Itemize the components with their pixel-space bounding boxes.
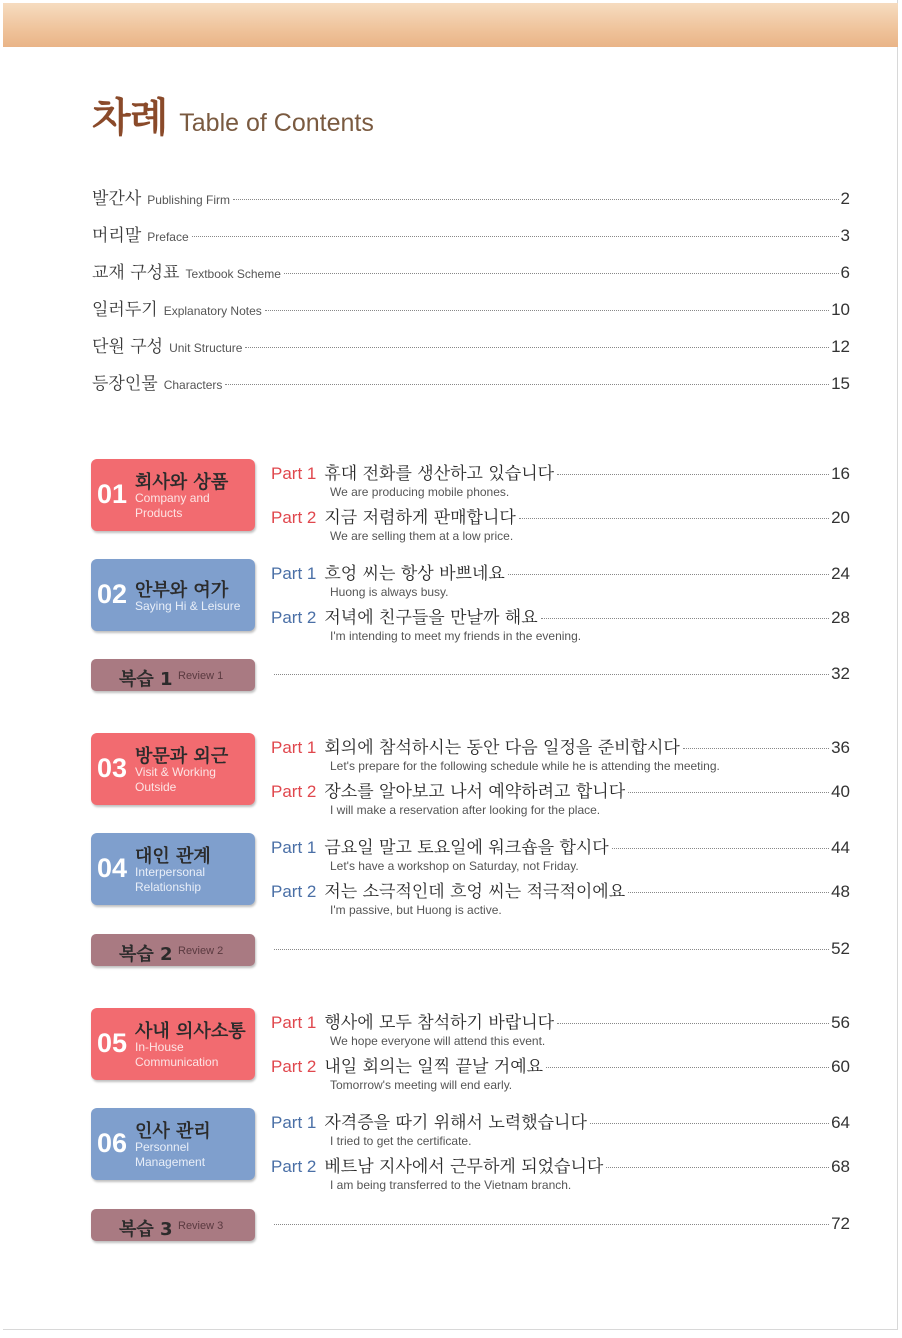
unit-number: 01 [97, 479, 128, 509]
part-label: Part 2 [271, 1057, 317, 1076]
part-title-ko: 금요일 말고 토요일에 워크숍을 합시다 [324, 838, 609, 858]
leader-dots [683, 748, 829, 749]
leader-dots [628, 892, 829, 893]
unit-number: 02 [97, 579, 128, 609]
unit-badge-04[interactable] [91, 833, 255, 905]
part-label: Part 1 [271, 738, 317, 757]
entry-page: 15 [831, 374, 850, 393]
entry-page: 3 [840, 226, 850, 245]
leader-dots [245, 347, 829, 348]
part-title-ko: 베트남 지사에서 근무하게 되었습니다 [324, 1157, 604, 1177]
toc-part-entry[interactable] [271, 877, 850, 917]
part-page: 28 [831, 608, 850, 627]
leader-dots [274, 1224, 829, 1225]
toc-part-entry[interactable] [271, 559, 850, 599]
leader-dots [546, 1067, 829, 1068]
leader-dots [508, 574, 829, 575]
review-title-ko: 복습 1 [119, 669, 173, 690]
part-label: Part 2 [271, 782, 317, 801]
unit-title-en: Saying Hi & Leisure [135, 599, 241, 613]
entry-page: 12 [831, 337, 850, 356]
review-title-en: Review 1 [178, 670, 224, 682]
title-english: Table of Contents [179, 109, 374, 137]
review-entry-2[interactable] [271, 939, 850, 959]
leader-dots [590, 1123, 829, 1124]
unit-title-ko: 방문과 외근 [135, 746, 229, 767]
part-page: 36 [831, 738, 850, 757]
unit-title-en: Personnel Management [135, 1140, 206, 1169]
leader-dots [628, 792, 829, 793]
part-title-ko: 장소를 알아보고 나서 예약하려고 합니다 [324, 782, 626, 802]
toc-part-entry[interactable] [271, 833, 850, 873]
entry-en: Explanatory Notes [163, 304, 262, 318]
part-page: 60 [831, 1057, 850, 1076]
entry-ko: 교재 구성표 [92, 263, 180, 283]
toc-part-entry[interactable] [271, 1052, 850, 1092]
part-title-en: We are selling them at a low price. [330, 529, 514, 543]
unit-badge-05[interactable] [91, 1008, 255, 1080]
part-title-en: I'm passive, but Huong is active. [330, 903, 502, 917]
review-badge-2[interactable] [91, 934, 255, 966]
toc-entry-explanatory-notes[interactable] [92, 295, 850, 320]
part-label: Part 2 [271, 508, 317, 527]
review-entry-1[interactable] [271, 664, 850, 684]
part-page: 64 [831, 1113, 850, 1132]
unit-number: 03 [97, 753, 128, 783]
part-page: 68 [831, 1157, 850, 1176]
part-page: 48 [831, 882, 850, 901]
part-title-en: I am being transferred to the Vietnam branch. [330, 1178, 572, 1192]
review-title-en: Review 3 [178, 1220, 224, 1232]
toc-entry-preface[interactable] [92, 221, 850, 246]
part-label: Part 1 [271, 464, 317, 483]
part-label: Part 2 [271, 608, 317, 627]
toc-entry-publishing-firm[interactable] [92, 184, 850, 209]
review-title-en: Review 2 [178, 945, 224, 957]
unit-number: 04 [97, 853, 128, 883]
entry-ko: 등장인물 [92, 374, 158, 394]
toc-entry-unit-structure[interactable] [92, 332, 850, 357]
entry-page: 10 [831, 300, 850, 319]
unit-badge-03[interactable] [91, 733, 255, 805]
entry-en: Preface [147, 230, 189, 244]
part-label: Part 2 [271, 882, 317, 901]
part-title-en: Let's have a workshop on Saturday, not Friday. [330, 859, 579, 873]
part-title-ko: 자격증을 따기 위해서 노력했습니다 [324, 1113, 587, 1133]
part-label: Part 1 [271, 564, 317, 583]
toc-part-entry[interactable] [271, 1152, 850, 1192]
unit-title-ko: 대인 관계 [135, 846, 211, 867]
toc-part-entry[interactable] [271, 603, 850, 643]
review-badge-3[interactable] [91, 1209, 255, 1241]
part-title-ko: 흐엉 씨는 항상 바쁘네요 [324, 564, 505, 584]
top-color-band [3, 3, 898, 47]
entry-page: 2 [840, 189, 850, 208]
leader-dots [519, 518, 829, 519]
part-label: Part 1 [271, 1013, 317, 1032]
toc-part-entry[interactable] [271, 777, 850, 817]
part-label: Part 1 [271, 1113, 317, 1132]
part-label: Part 2 [271, 1157, 317, 1176]
review-badge-1[interactable] [91, 659, 255, 691]
title-korean: 차례 [92, 95, 168, 141]
toc-entry-characters[interactable] [92, 369, 850, 394]
part-title-en: I will make a reservation after looking for the place. [330, 803, 601, 817]
review-page: 52 [831, 939, 850, 958]
unit-title-ko: 사내 의사소통 [135, 1021, 246, 1042]
unit-title-en: Company and Products [135, 491, 210, 520]
review-page: 72 [831, 1214, 850, 1233]
part-page: 44 [831, 838, 850, 857]
entry-en: Publishing Firm [147, 193, 230, 207]
entry-ko: 일러두기 [92, 300, 158, 320]
leader-dots [233, 199, 839, 200]
entry-ko: 머리말 [92, 226, 142, 246]
leader-dots [192, 236, 839, 237]
part-title-en: We are producing mobile phones. [330, 485, 510, 499]
leader-dots [541, 618, 829, 619]
entry-en: Unit Structure [169, 341, 243, 355]
unit-badge-02[interactable] [91, 559, 255, 631]
toc-part-entry[interactable] [271, 1108, 850, 1148]
leader-dots [274, 674, 829, 675]
toc-part-entry[interactable] [271, 1008, 850, 1048]
unit-number: 05 [97, 1028, 128, 1058]
part-label: Part 1 [271, 838, 317, 857]
part-page: 40 [831, 782, 850, 801]
part-page: 56 [831, 1013, 850, 1032]
unit-badge-01[interactable] [91, 459, 255, 531]
leader-dots [284, 273, 839, 274]
review-title-ko: 복습 2 [119, 944, 173, 965]
entry-page: 6 [840, 263, 850, 282]
leader-dots [225, 384, 829, 385]
review-entry-3[interactable] [271, 1214, 850, 1234]
part-title-ko: 저녁에 친구들을 만날까 해요 [324, 608, 538, 628]
unit-title-ko: 인사 관리 [135, 1121, 211, 1142]
part-title-en: Tomorrow's meeting will end early. [330, 1078, 513, 1092]
part-title-ko: 행사에 모두 참석하기 바랍니다 [324, 1013, 555, 1033]
entry-en: Characters [163, 378, 223, 392]
part-page: 20 [831, 508, 850, 527]
leader-dots [265, 310, 829, 311]
leader-dots [557, 1023, 829, 1024]
entry-en: Textbook Scheme [185, 267, 281, 281]
part-title-en: We hope everyone will attend this event. [330, 1034, 546, 1048]
leader-dots [612, 848, 829, 849]
toc-part-entry[interactable] [271, 503, 850, 543]
leader-dots [606, 1167, 829, 1168]
unit-number: 06 [97, 1128, 128, 1158]
part-page: 24 [831, 564, 850, 583]
part-title-ko: 저는 소극적인데 흐엉 씨는 적극적이에요 [324, 882, 626, 902]
leader-dots [557, 474, 829, 475]
part-title-en: I tried to get the certificate. [330, 1134, 472, 1148]
unit-badge-06[interactable] [91, 1108, 255, 1180]
entry-ko: 단원 구성 [92, 337, 164, 357]
toc-part-entry[interactable] [271, 459, 850, 499]
unit-title-ko: 회사와 상품 [135, 472, 229, 493]
part-title-ko: 회의에 참석하시는 동안 다음 일정을 준비합시다 [324, 738, 680, 758]
unit-title-en: Visit & Working Outside [135, 765, 216, 794]
page-title [92, 86, 374, 143]
unit-title-en: In-House Communication [135, 1040, 219, 1069]
part-title-en: I'm intending to meet my friends in the evening. [330, 629, 582, 643]
entry-ko: 발간사 [92, 189, 142, 209]
part-page: 16 [831, 464, 850, 483]
unit-title-ko: 안부와 여가 [135, 580, 229, 601]
review-page: 32 [831, 664, 850, 683]
review-title-ko: 복습 3 [119, 1219, 173, 1240]
part-title-en: Let's prepare for the following schedule while he is attending the meeting. [330, 759, 720, 773]
part-title-en: Huong is always busy. [330, 585, 449, 599]
leader-dots [274, 949, 829, 950]
part-title-ko: 휴대 전화를 생산하고 있습니다 [324, 464, 555, 484]
part-title-ko: 내일 회의는 일찍 끝날 거예요 [324, 1057, 544, 1077]
toc-entry-textbook-scheme[interactable] [92, 258, 850, 283]
unit-title-en: Interpersonal Relationship [135, 865, 206, 894]
toc-part-entry[interactable] [271, 733, 850, 773]
part-title-ko: 지금 저렴하게 판매합니다 [324, 508, 516, 528]
